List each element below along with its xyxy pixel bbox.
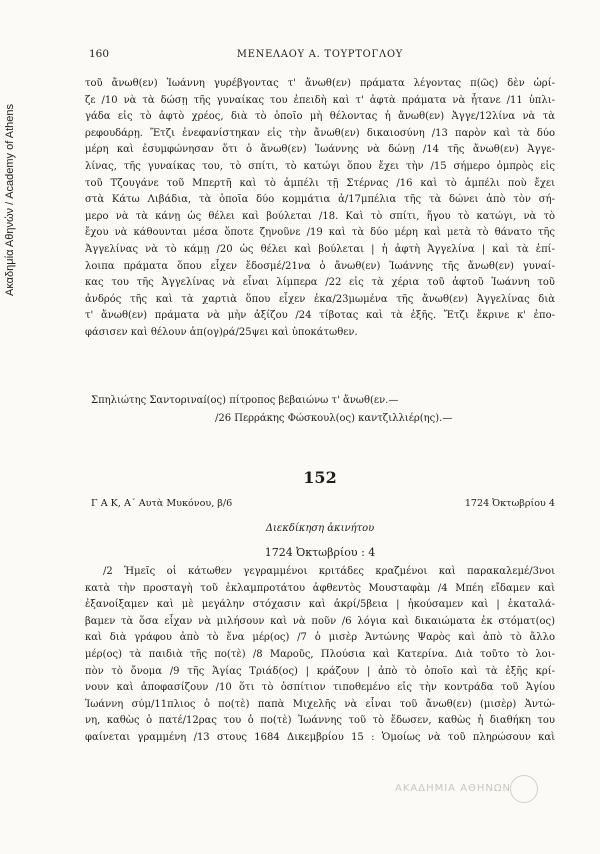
running-title: ΜΕΝΕΛΑΟΥ Α. ΤΟΥΡΤΟΓΛΟΥ bbox=[236, 49, 404, 60]
text-line: κας του τῆς Ἀγγελίνας νὰ εἶναι λίμπερα /22 εἰς τὰ χέρια τοῦ ἀφτοῦ Ἰωάννη τοῦ bbox=[85, 277, 555, 289]
page-number: 160 bbox=[89, 48, 110, 60]
text-line: Ἀγγελίνας νὰ τὸ κάμῃ /20 ὡς θέλει καὶ βούλεται | ἡ ἀφτὴ Ἀγγελίνα | καὶ τὰ ἐπί- bbox=[85, 243, 555, 255]
text-line: ρεφουδάρῃ. Ἔτζι ἐνεφανίστηκαν εἰς τὴν ἄνωθ(εν) δικαιοσύνη /13 παρὸν καὶ τὰ δύο bbox=[85, 127, 555, 139]
document-number: 152 bbox=[303, 468, 337, 487]
watermark-seal-icon bbox=[510, 775, 538, 803]
text-line: φαίνεται γραμμένη /13 στους 1684 Δικεμβρίου 15 : Ὁμοίως νὰ τοῦ πληρώσουν καὶ bbox=[85, 731, 555, 743]
text-line: Ἰωάννη σύμ/11πλιος ὁ πο(τὲ) παπὰ Μιχελῆς νὰ εἶναι τοῦ ἄνωθ(εν) (μισὲρ) Ἀντώ- bbox=[85, 698, 555, 710]
text-line: τοῦ Τζουγάνε τοῦ Μπερτῆ καὶ τὸ ἀμπέλι τῇ Στέρνας /16 καὶ τὸ ἀμπέλι ποὺ ἔχει bbox=[85, 177, 555, 189]
document-subject: Διεκδίκηση ἀκινήτου bbox=[265, 523, 375, 534]
text-line: τ' ἄνωθ(εν) πράματα νὰ μὴν ἀξίζου /24 τίβοτας καὶ τὰ ἐξῆς. Ἔτζι ἔκρινε κ' ἐπο- bbox=[85, 310, 555, 322]
text-line: κατὰ τὴν προσταγὴ τοῦ ἐκλαμπροτάτου ἀφθεντὸς Μουσταφὰμ /4 Μπέη εἴδαμεν καὶ bbox=[85, 582, 555, 594]
signature-line-2: /26 Περράκης Φώσκουλ(ος) καντζιλλιέρ(ης).— bbox=[215, 413, 453, 424]
text-line: ἀνδρός τῆς καὶ τὰ χαρτιὰ ὅπου εἶχεν ἐκα/23μωμένα τῆς ἄνωθ(εν) Ἀγγελίνας διὰ bbox=[85, 293, 555, 305]
document-date-heading: 1724 Ὀκτωβρίου : 4 bbox=[264, 546, 376, 559]
text-line: στὰ Κάτω Λιβάδια, τὰ ὁποῖα δύο κομμάτια ἀ/17μπέλια τῆς τὰ δώνει ἀπὸ τὸν σή- bbox=[85, 194, 555, 206]
archive-source: Γ Α Κ, Α΄ Αυτὰ Μυκόνου, β/6 bbox=[91, 498, 233, 509]
text-line: ἐξανοίξαμεν καὶ μὲ μεγάλην στόχασιν καὶ ἀκρί/5βεια | ἠκούσαμεν καὶ | ἐκαταλά- bbox=[85, 599, 555, 611]
text-line: καὶ διὰ γράφου ἀπὸ τὸ ἕνα μέρ(ος) /7 ὁ μισὲρ Ἀντώνης Ψαρὸς καὶ ἀπὸ τὸ ἄλλο bbox=[85, 632, 555, 644]
document-date-right: 1724 Ὀκτωβρίου 4 bbox=[464, 498, 555, 509]
document-151-text bbox=[85, 76, 555, 342]
text-line: λοιπα πράματα ὅπου εἶχεν ἔδοσμέ/21να ὁ ἄνωθ(εν) Ἰωάννης τῆς ἄνωθ(εν) γυναί- bbox=[85, 260, 555, 272]
text-line: πὸν τὸ ὄνομα /9 τῆς Ἁγίας Τριάδ(ος) | κράζουν | ἀπὸ τὸ ὁποῖο καὶ τὰ ἐξῆς κρί- bbox=[85, 665, 555, 677]
document-152-text bbox=[85, 564, 555, 747]
text-line: γάδα εἰς τὸ ἀφτὸ χρέος, διὰ τὸ ὁποῖο μὴ θέλοντας ἡ ἄνωθ(εν) Ἀγγε/12λίνα νὰ τὰ bbox=[85, 111, 555, 123]
text-line: νη, καθὼς ὁ πατέ/12ρας του ὁ πο(τὲ) Ἰωάννης τοῦ τὸ ἔδωσεν, καθὼς ἡ διαθήκη του bbox=[85, 715, 555, 727]
text-line: νουν καὶ ἀποφασίζουν /10 ὅτι τὸ ὁσπίτιον τιποθεμένο εἰς τὴν κοντράδα τοῦ Ἁγίου bbox=[85, 682, 555, 694]
text-line: λίνας, τῆς γυναίκας του, τὸ σπίτι, τὸ κατώγι ὅπου ἔχει τὴν /15 σήμερο ὀμπρὸς εἰς bbox=[85, 160, 555, 172]
text-line: μερο νὰ τὰ κάνῃ ὡς θέλει καὶ βούλεται /18. Καὶ τὸ σπίτι, ἤγου τὸ κατώγι, νὰ τὸ bbox=[85, 210, 555, 222]
text-line: /2 Ἡμεῖς οἱ κάτωθεν γεγραμμένοι κριτάδες κραζμένοι καὶ παρακαλεμέ/3νοι bbox=[103, 566, 555, 577]
text-line: ζε /10 νὰ τὰ δώσῃ τῆς γυναίκας του ἐπειδὴ καὶ τ' ἀφτὰ πράματα νὰ ἦτανε /11 ὑπλι- bbox=[85, 94, 555, 106]
text-line: τοῦ ἄνωθ(εν) Ἰωάννη γυρέβγοντας τ' ἄνωθ(εν) πράματα λέγοντας π(ῶς) δὲν ὡρί- bbox=[85, 78, 555, 89]
watermark-text: ΑΚΑΔΗΜΙΑ ΑΘΗΝΩΝ bbox=[395, 783, 512, 794]
signature-line-1: Σπηλιώτης Σαντοριναí(ος) πίτροπος βεβαιώνω τ' ἄνωθ(εν.— bbox=[91, 395, 399, 406]
text-line: βαμεν τὰ ὅσα εἶχαν νὰ μιλήσουν καὶ νὰ ποῦν /6 λόγια καὶ δικαιώματα ἐκ στόματ(ος) bbox=[85, 615, 555, 627]
text-line: ἔχου νὰ κάθουνται μέσα ὅποτε ζηνοῦνε /19 καὶ τὰ δύο μέρη καὶ μετὰ τὸ θάνατο τῆς bbox=[85, 227, 555, 239]
text-line: φάσισεν καὶ θέλουν ἀπ(ογ)ρά/25ψει καὶ ὑποκάτωθεν. bbox=[85, 326, 358, 338]
sidebar-institution-label: Ακαδημία Αθηνών / Academy of Athens bbox=[4, 104, 16, 297]
text-line: μέρη καὶ ἐσυμφώνησαν ὅτι ὁ ἄνωθ(εν) Ἰωάννης νὰ δώνῃ /14 τῆς ἄνωθ(εν) Ἀγγε- bbox=[85, 144, 555, 156]
text-line: μέρ(ος) τὰ παιδιὰ τῆς πο(τὲ) /8 Μαροῦς, Πλούσια καὶ Κατερίνα. Διὰ τοῦτο τὸ λοι- bbox=[85, 648, 555, 660]
running-header bbox=[85, 48, 555, 64]
